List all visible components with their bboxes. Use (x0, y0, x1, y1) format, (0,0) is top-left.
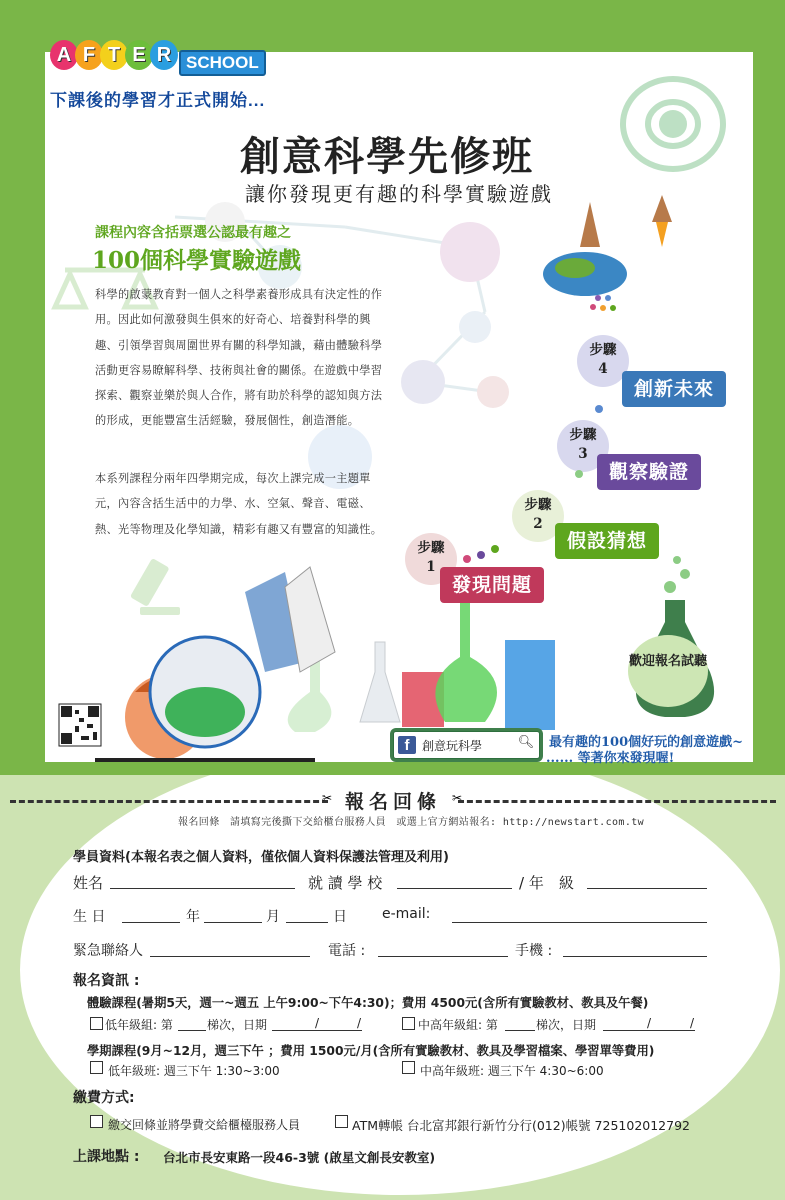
intro-paragraph: 科學的啟蒙教育對一個人之科學素養形成具有決定性的作用。因此如何激發與生俱來的好奇心、培養對科學的興趣、引領學習與周圍世界有關的科學知識，藉由體驗科學活動更容易瞭解科學、技術與社會的關係。在遊戲中學習探索、觀察並樂於與人合作，將有助於科學的認知與方法的形成，更能豐富生活經驗，發展個性，創造潛能。 (95, 288, 383, 428)
step-1-label: 發現問題 (440, 567, 544, 603)
semester-low-label: 低年級班: 週三下午 1:30~3:00 (108, 1064, 280, 1078)
path-dot (491, 545, 499, 553)
path-dot (477, 551, 485, 559)
step-number: 2 (533, 516, 543, 532)
location-value: 台北市長安東路一段46-3號 (啟星文創長安教室) (163, 1150, 436, 1165)
logo-letter: A (50, 40, 78, 70)
tear-line (10, 800, 328, 803)
emergency-contact-label: 緊急聯絡人 (73, 943, 143, 959)
step-2-label: 假設猜想 (555, 523, 659, 559)
step-word: 步驟 (524, 497, 552, 513)
name-field[interactable] (110, 887, 295, 889)
day-label: 日 (333, 909, 347, 925)
step-word: 步驟 (569, 427, 597, 443)
email-field[interactable] (452, 921, 707, 923)
logo-letter: E (125, 40, 153, 70)
search-icon[interactable]: 🔍︎ (517, 735, 535, 750)
step-word: 步驟 (589, 342, 617, 358)
name-label: 姓名 (73, 874, 104, 892)
path-dot (575, 470, 583, 478)
scissors-icon: ✂ (322, 791, 333, 805)
birth-day-field[interactable] (286, 921, 328, 923)
promo-line-1: 最有趣的100個好玩的創意遊戲~ (549, 735, 744, 750)
pay-atm-label: ATM轉帳 台北富邦銀行新竹分行(012)帳號 725102012792 (352, 1118, 690, 1133)
promo-line-2: ...... 等著你來發現喔! (546, 751, 675, 766)
birth-month-field[interactable] (204, 921, 262, 923)
logo-letter: T (100, 40, 128, 70)
phone-field[interactable] (378, 955, 508, 957)
facebook-search-bar[interactable] (393, 731, 540, 759)
path-dot (463, 555, 471, 563)
page-subtitle: 讓你發現更有趣的科學實驗遊戲 (245, 182, 553, 206)
student-section-title: 學員資料(本報名表之個人資料，僅依個人資料保護法管理及利用) (73, 850, 449, 865)
semester-course-title: 學期課程(9月~12月，週三下午 ；費用 1500元/月(含所有實驗教材、教具及學習檔案、學習單等費用) (87, 1044, 655, 1058)
trial-high-label: 中高年級組: 第 (418, 1018, 498, 1032)
pay-counter-label: 繳交回條並將學費交給櫃檯服務人員 (108, 1118, 301, 1132)
birth-label: 生 日 (73, 909, 106, 925)
intro-headline: 100個科學實驗遊戲 (92, 247, 302, 274)
grade-field[interactable] (587, 887, 707, 889)
mobile-field[interactable] (563, 955, 707, 957)
school-label: 就 讀 學 校 (308, 874, 383, 892)
trial-high-batch-label: 梯次，日期 (536, 1018, 597, 1032)
step-3-label: 觀察驗證 (597, 454, 701, 490)
date-slash: / (315, 1016, 320, 1030)
step-number: 1 (426, 559, 436, 575)
grade-label: / 年 級 (519, 874, 574, 892)
email-label: e-mail: (382, 906, 431, 922)
step-number: 3 (578, 446, 588, 462)
logo-letter: R (150, 40, 178, 70)
slogan: 下課後的學習才正式開始... (50, 91, 266, 110)
emergency-contact-field[interactable] (150, 955, 310, 957)
trial-low-checkbox[interactable] (90, 1017, 103, 1030)
payment-section-title: 繳費方式: (73, 1090, 135, 1106)
scissors-icon: ✂ (452, 791, 463, 805)
intro-paragraph: 本系列課程分兩年四學期完成，每次上課完成一主題單元，內容含括生活中的力學、水、空氣、聲音、電磁、熱、光等物理及化學知識，精彩有趣又有豐富的知識性。 (95, 472, 383, 536)
registration-section-title: 報名資訊 : (73, 973, 140, 989)
tear-line (458, 800, 776, 803)
date-slash: / (647, 1016, 652, 1030)
location-label: 上課地點 : (73, 1149, 140, 1165)
trial-high-batch-field[interactable] (505, 1029, 535, 1031)
facebook-icon: f (398, 736, 416, 754)
pay-counter-checkbox[interactable] (90, 1115, 103, 1128)
page-title: 創意科學先修班 (240, 133, 534, 180)
date-slash: / (357, 1016, 362, 1030)
birth-year-field[interactable] (122, 921, 180, 923)
trial-course-title: 體驗課程(暑期5天，週一~週五 上午9:00~下午4:30)；費用 4500元(含所有實驗教材、教具及午餐) (87, 996, 649, 1010)
step-word: 步驟 (417, 540, 445, 556)
afterschool-logo (50, 40, 295, 85)
pay-atm-checkbox[interactable] (335, 1115, 348, 1128)
form-title: 報名回條 (345, 791, 442, 813)
month-label: 月 (266, 909, 280, 925)
step-4-label: 創新未來 (622, 371, 726, 407)
semester-low-checkbox[interactable] (90, 1061, 103, 1074)
step-number: 4 (598, 361, 608, 377)
trial-low-label: 低年級組: 第 (105, 1018, 173, 1032)
facebook-page-name: 創意玩科學 (422, 739, 483, 753)
intro-kicker: 課程內容含括票選公認最有趣之 (95, 225, 291, 241)
trial-high-checkbox[interactable] (402, 1017, 415, 1030)
phone-label: 電話 : (328, 943, 366, 959)
trial-low-batch-field[interactable] (178, 1029, 206, 1031)
welcome-badge: 歡迎報名試聽 (628, 635, 708, 707)
path-dot (595, 405, 603, 413)
semester-high-checkbox[interactable] (402, 1061, 415, 1074)
semester-high-label: 中高年級班: 週三下午 4:30~6:00 (420, 1064, 604, 1078)
mobile-label: 手機 : (515, 943, 553, 959)
logo-letter: F (75, 40, 103, 70)
trial-low-batch-label: 梯次，日期 (207, 1018, 268, 1032)
year-label: 年 (186, 909, 200, 925)
date-slash: / (690, 1016, 695, 1030)
school-field[interactable] (397, 887, 512, 889)
logo-school: SCHOOL (179, 50, 266, 76)
form-note: 報名回條 請填寫完後撕下交給櫃台服務人員 或選上官方網站報名: http://newstart.com.tw (178, 817, 645, 828)
